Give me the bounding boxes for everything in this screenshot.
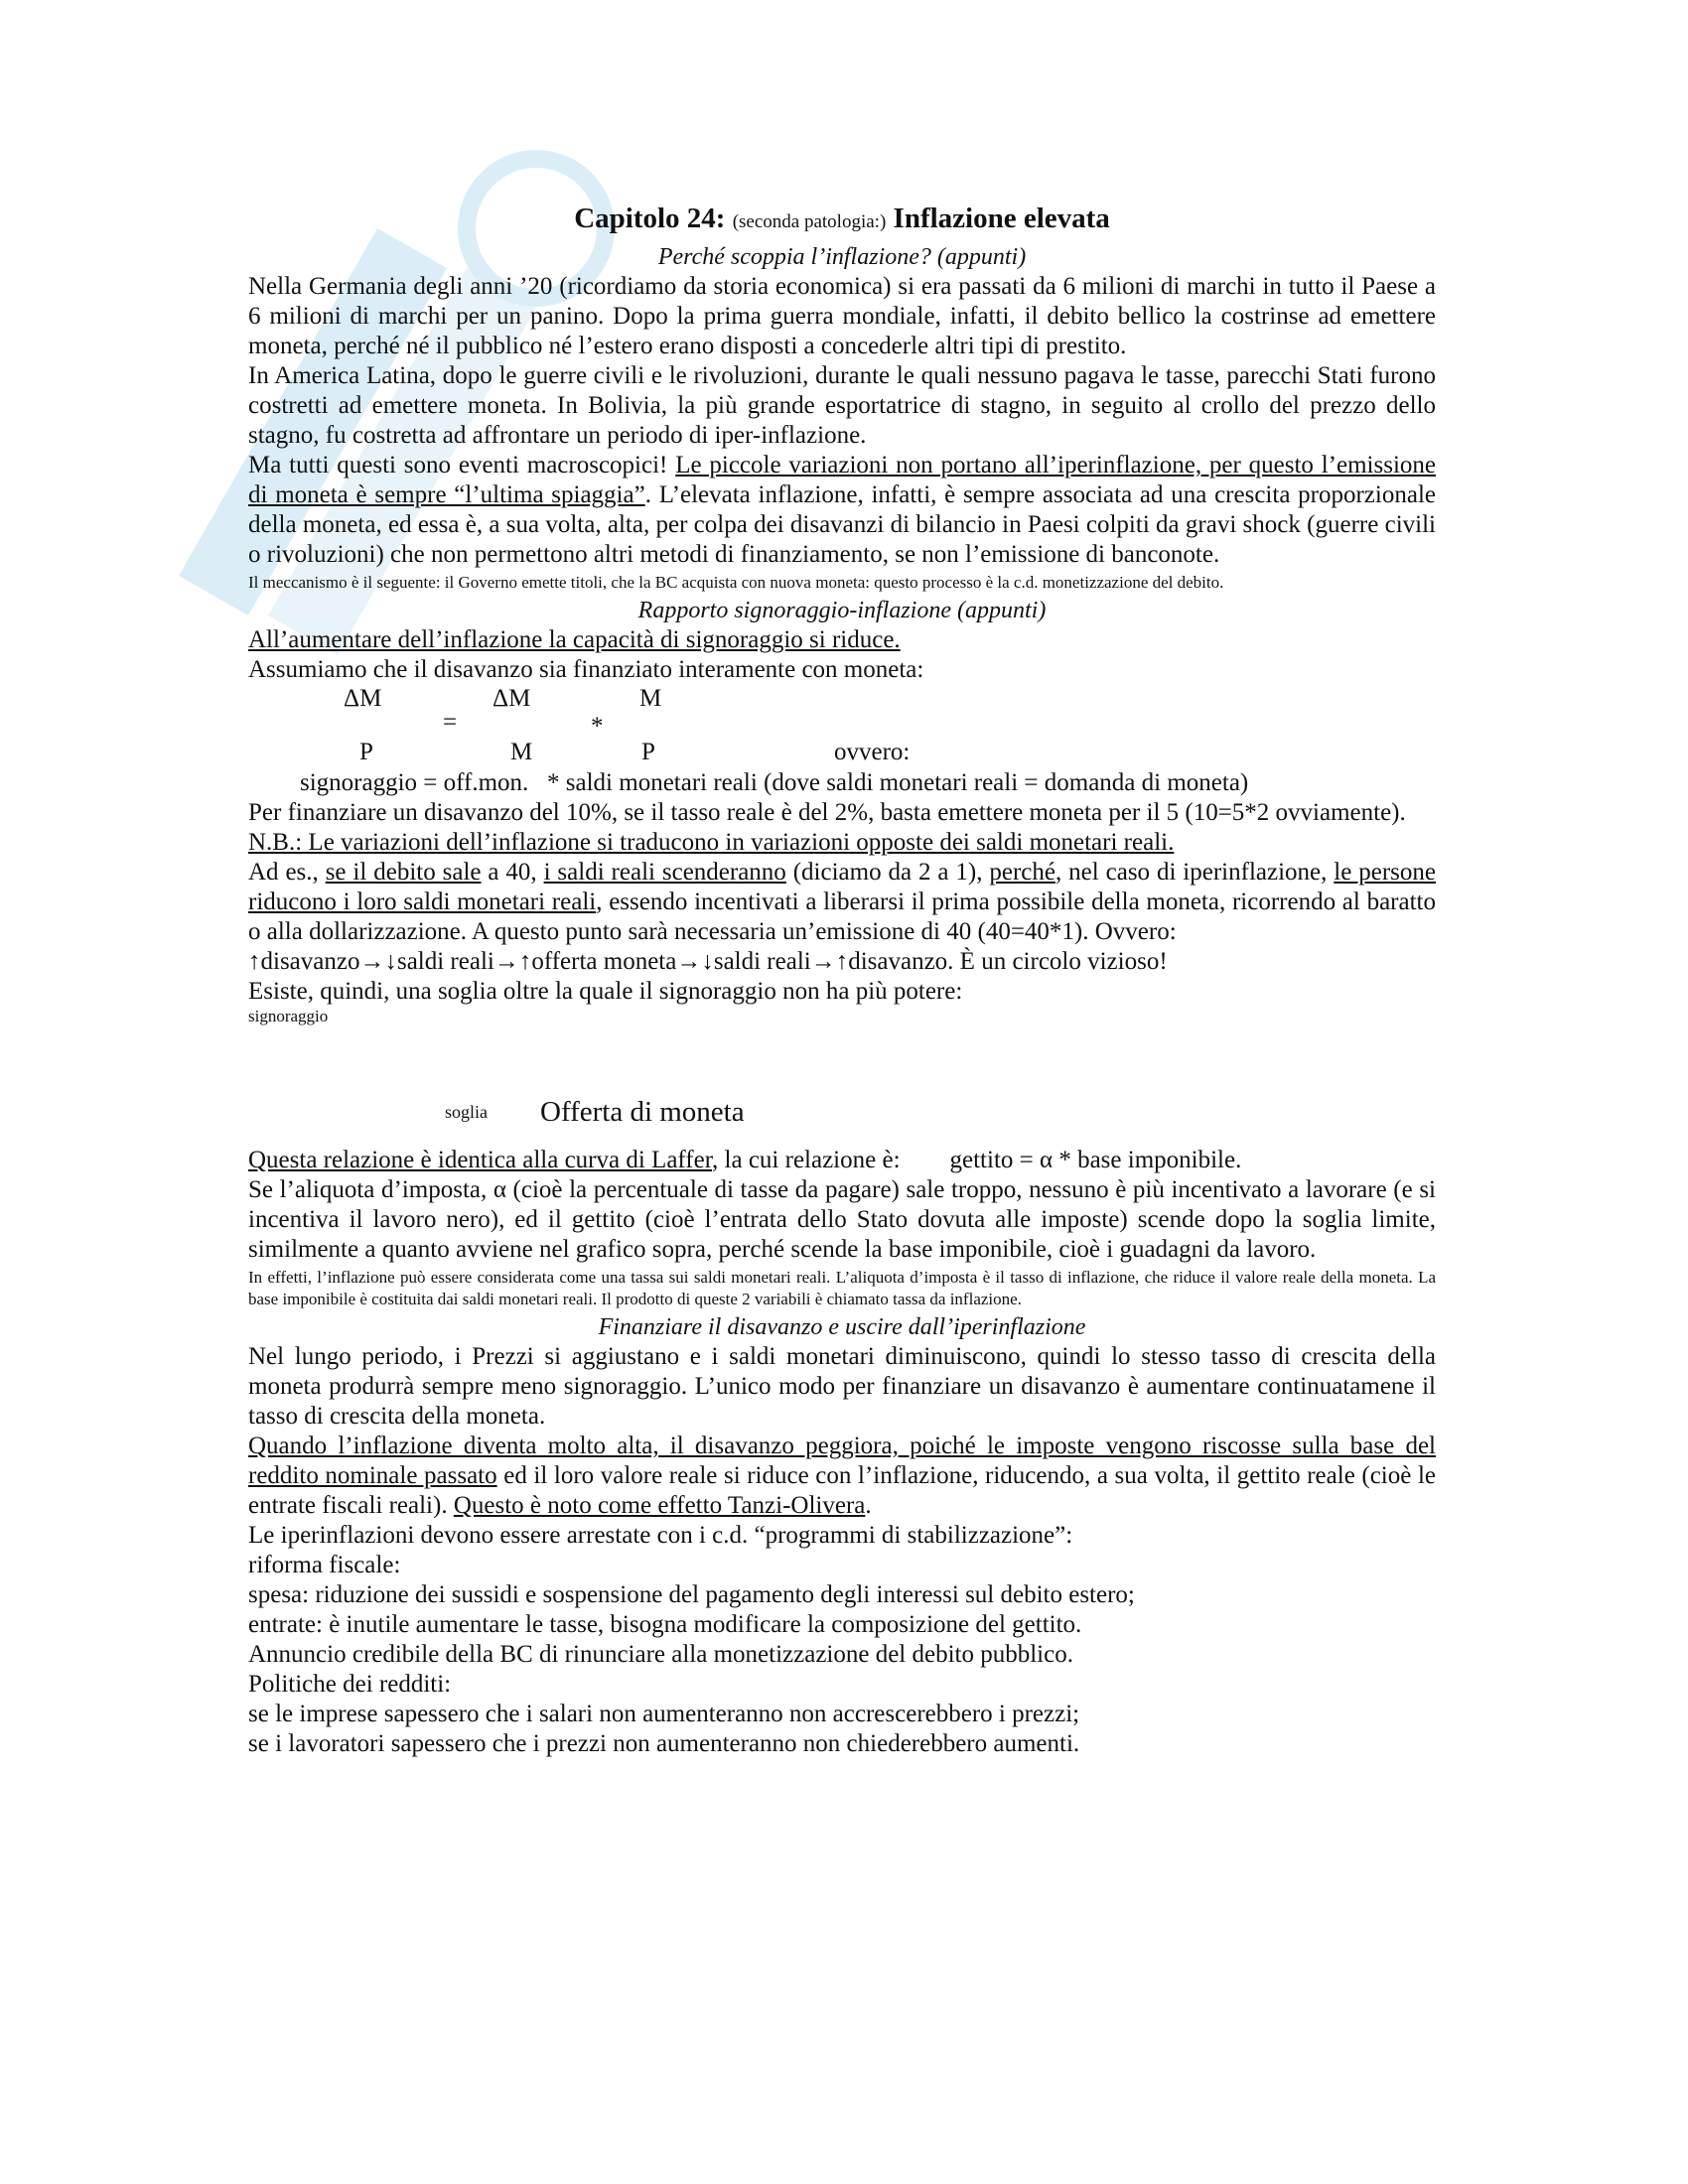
paragraph-latin-america: In America Latina, dopo le guerre civili e le rivoluzioni, durante le quali nessuno pagava le tasse, parecchi Stati furono costretti ad emettere moneta. In Bolivia, la più grande esportatrice di stagno, in seguito al crollo del prezzo dello stagno, fu costretta ad affrontare un periodo di iper-inflazione.	[248, 362, 1436, 449]
formula-numerator-2: ΔM	[492, 685, 531, 712]
chapter-number: Capitolo 24:	[574, 203, 726, 234]
vicious-cycle-line: ↑disavanzo→↓saldi reali→↑offerta moneta→↓saldi reali→↑disavanzo. È un circolo vizioso!	[248, 948, 1168, 975]
paragraph-tanzi-olivera	[248, 1432, 1436, 1521]
paragraph-example	[248, 858, 1436, 947]
section-heading-3: Finanziare il disavanzo e uscire dall’iperinflazione	[598, 1314, 1086, 1340]
text-run: Ad es.,	[248, 859, 326, 886]
formula-equals: =	[443, 709, 458, 736]
underlined-text: le persone	[1334, 859, 1436, 886]
list-line: riforma fiscale:	[248, 1552, 401, 1578]
text-run: ed il loro valore reale si riduce con l’inflazione, riducendo, a sua volta, il gettito reale (cioè le entrate fiscali reali).	[248, 1462, 1436, 1519]
underlined-text: Quando l’inflazione diventa molto alta, il disavanzo peggiora, poiché le imposte vengono riscosse sulla base del reddito nominale passato	[248, 1433, 1436, 1489]
list-line: Annuncio credibile della BC di rinunciare alla monetizzazione del debito pubblico.	[248, 1641, 1073, 1668]
list-line: spesa: riduzione dei sussidi e sospensione del pagamento degli interessi sul debito estero;	[248, 1581, 1135, 1608]
text-run: Ma tutti questi sono eventi macroscopici!	[248, 452, 676, 478]
text-run: a 40,	[481, 859, 544, 886]
paragraph-aliquota: Se l’aliquota d’imposta, α (cioè la percentuale di tasse da pagare) sale troppo, nessuno è più incentivato a lavorare (e si incentiva il lavoro nero), ed il gettito (cioè l’entrata dello Stato dovuta alle imposte) scende dopo la soglia limite, similmente a quanto avviene nel grafico sopra, perché scende la base imponibile, cioè i guadagni da lavoro.	[248, 1176, 1436, 1263]
page-content	[248, 201, 1436, 1759]
section-heading-2: Rapporto signoraggio-inflazione (appunti)	[637, 598, 1047, 623]
underlined-text: N.B.: Le variazioni dell’inflazione si traducono in variazioni opposte dei saldi monetari reali.	[248, 829, 1175, 856]
threshold-line: Esiste, quindi, una soglia oltre la quale il signoraggio non ha più potere:	[248, 978, 963, 1005]
list-line: se le imprese sapessero che i salari non aumenteranno non accrescerebbero i prezzi;	[248, 1701, 1080, 1727]
underlined-text: perché	[989, 859, 1056, 886]
text-run: .	[865, 1492, 872, 1519]
underlined-text: Questo è noto come effetto Tanzi-Olivera	[453, 1492, 866, 1519]
small-note-inflation-tax: In effetti, l’inflazione può essere considerata come una tassa sui saldi monetari reali. L’aliquota d’imposta è il tasso di inflazione, che riduce il valore reale della moneta. La base imponibile è costituita dai saldi monetari reali. Il prodotto di queste 2 variabili è chiamato tassa da inflazione.	[248, 1268, 1436, 1308]
paragraph-finance: Per finanziare un disavanzo del 10%, se il tasso reale è del 2%, basta emettere moneta per il 5 (10=5*2 ovviamente).	[248, 799, 1406, 826]
underlined-statement	[248, 625, 1436, 655]
paragraph-macroscopic	[248, 451, 1436, 570]
formula-times: *	[591, 713, 604, 740]
underlined-text: riducono i loro saldi monetari reali	[248, 888, 597, 915]
text-run: . L’elevata inflazione, infatti, è sempre associata ad una crescita proporzionale della moneta, ed essa è, a sua volta, alta, per colpa dei disavanzi di bilancio in Paesi colpiti da gravi shock (guerre civili o rivoluzioni) che non permettono altri metodi di finanziamento, se non l’emissione di banconote.	[248, 481, 1436, 568]
chapter-title	[248, 201, 1436, 240]
formula-denominator-3: P	[641, 739, 655, 765]
small-note-mechanism: Il meccanismo è il seguente: il Governo emette titoli, che la BC acquista con nuova moneta: questo processo è la c.d. monetizzazione del debito.	[248, 573, 1224, 592]
text-run: , nel caso di iperinflazione,	[1055, 859, 1335, 886]
text-run: (diciamo da 2 a 1),	[785, 859, 990, 886]
chapter-name: Inflazione elevata	[893, 203, 1110, 234]
seigniorage-formula	[248, 685, 1436, 768]
formula-numerator-1: ΔM	[344, 685, 382, 712]
underlined-text: All’aumentare dell’inflazione la capacità di signoraggio si riduce.	[248, 626, 901, 653]
section-heading-1: Perché scoppia l’inflazione? (appunti)	[657, 244, 1027, 270]
formula-words: signoraggio = off.mon. * saldi monetari reali (dove saldi monetari reali = domanda di moneta)	[300, 769, 1249, 796]
list-line: Le iperinflazioni devono essere arrestate con i c.d. “programmi di stabilizzazione”:	[248, 1522, 1073, 1549]
formula-numerator-3: M	[639, 685, 662, 712]
nb-line	[248, 828, 1436, 858]
formula-denominator-2: M	[510, 739, 533, 765]
graph-area	[248, 1007, 1436, 1146]
text-run: , la cui relazione è: gettito = α * base imponibile.	[712, 1147, 1242, 1173]
formula-ovvero: ovvero:	[834, 739, 911, 765]
graph-y-label: signoraggio	[248, 1007, 329, 1025]
graph-x-label: Offerta di moneta	[540, 1096, 745, 1128]
paragraph-long-run: Nel lungo periodo, i Prezzi si aggiustano e i saldi monetari diminuiscono, quindi lo stesso tasso di crescita della moneta produrrà sempre meno signoraggio. L’unico modo per finanziare un disavanzo è aumentare continuatamene il tasso di crescita della moneta.	[248, 1343, 1436, 1430]
list-line: entrate: è inutile aumentare le tasse, bisogna modificare la composizione del gettito.	[248, 1611, 1082, 1638]
underlined-text: se il debito sale	[325, 859, 482, 886]
assumption-line: Assumiamo che il disavanzo sia finanziato interamente con moneta:	[248, 656, 924, 683]
graph-threshold-label: soglia	[445, 1102, 488, 1122]
text-run: , essendo incentivati a liberarsi il prima possibile della moneta, ricorrendo al baratto o alla dollarizzazione. A questo punto sarà necessaria un’emissione di 40 (40=40*1). Ovvero:	[248, 888, 1436, 945]
list-line: se i lavoratori sapessero che i prezzi non aumenteranno non chiederebbero aumenti.	[248, 1730, 1080, 1757]
underlined-text: Questa relazione è identica alla curva di Laffer	[248, 1147, 713, 1173]
list-line: Politiche dei redditi:	[248, 1671, 452, 1698]
formula-denominator-1: P	[359, 739, 373, 765]
chapter-note: (seconda patologia:)	[732, 211, 887, 232]
laffer-line	[248, 1146, 1436, 1175]
underlined-text: i saldi reali scenderanno	[543, 859, 786, 886]
paragraph-germany: Nella Germania degli anni ’20 (ricordiamo da storia economica) si era passati da 6 milioni di marchi in tutto il Paese a 6 milioni di marchi per un panino. Dopo la prima guerra mondiale, infatti, il debito bellico la costrinse ad emettere moneta, perché né il pubblico né l’estero erano disposti a concederle altri tipi di prestito.	[248, 273, 1436, 359]
underlined-text: Le piccole variazioni non portano all’iperinflazione, per questo l’emissione di moneta è sempre “l’ultima spiaggia”	[248, 452, 1436, 508]
